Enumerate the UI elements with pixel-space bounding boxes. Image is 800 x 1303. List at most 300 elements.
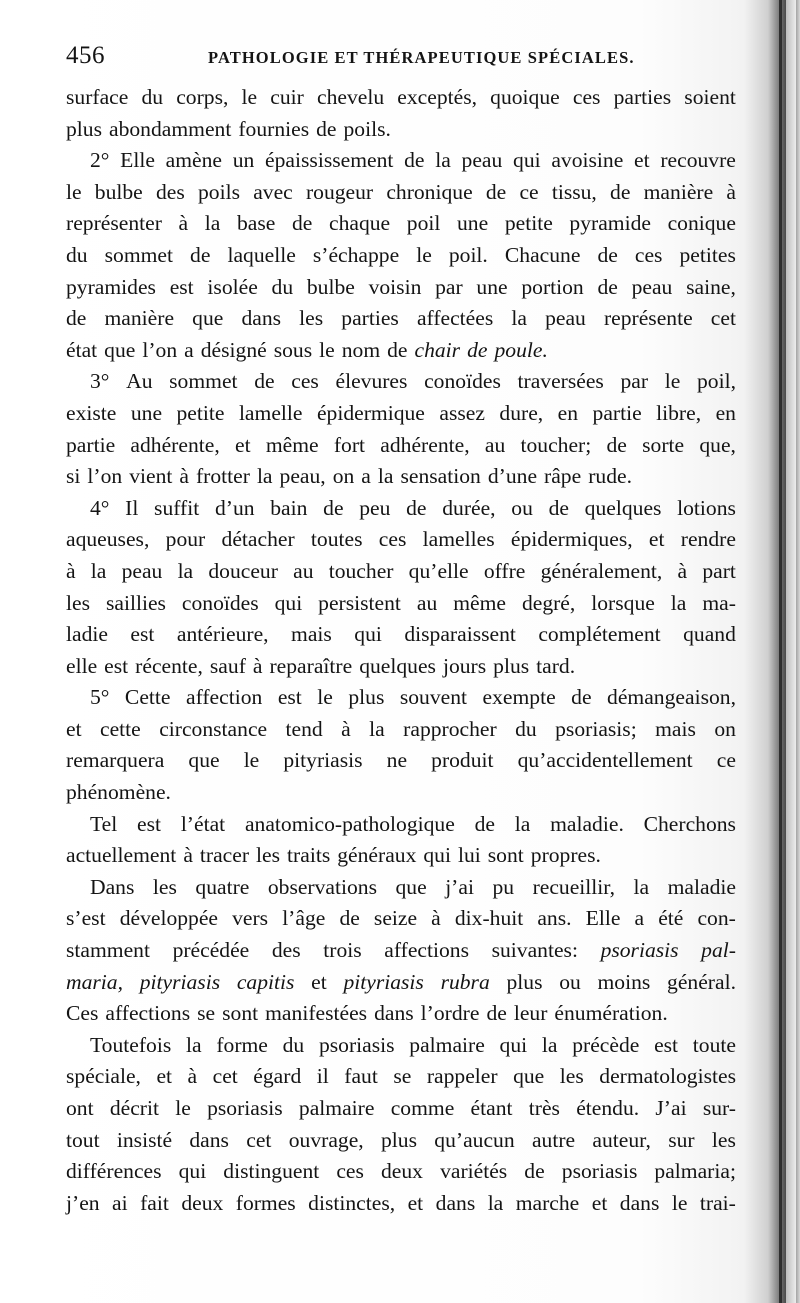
word: et	[66, 716, 82, 741]
word: sous	[273, 337, 313, 362]
italic-word: de	[467, 337, 488, 362]
word: développée	[119, 906, 219, 931]
word: peau	[545, 306, 586, 331]
word: manifestées	[265, 1001, 368, 1026]
text-line	[66, 651, 736, 683]
word: 2°	[90, 148, 110, 173]
word: avec	[253, 179, 293, 204]
word: fait	[140, 1190, 169, 1215]
word: sensation	[400, 464, 481, 489]
word: bulbe	[306, 274, 355, 299]
word: affections	[384, 938, 469, 963]
word: les	[299, 306, 324, 331]
word: a	[634, 906, 645, 931]
word: tracer	[199, 843, 250, 868]
word: maladie	[667, 874, 736, 899]
word: traversées	[517, 369, 604, 394]
word: mais	[291, 622, 332, 647]
word: de	[486, 1001, 507, 1026]
word: de	[387, 337, 408, 362]
word: toucher	[328, 558, 394, 583]
word: qu’aucun	[434, 1127, 515, 1152]
word: comme	[390, 1096, 455, 1120]
word: mais	[655, 716, 696, 741]
text-line	[66, 430, 736, 462]
word: qui	[513, 148, 541, 173]
word: parties	[341, 306, 399, 331]
word: dans	[435, 1190, 476, 1215]
word: petite	[504, 211, 553, 236]
word: la	[435, 148, 451, 173]
word: manière	[643, 179, 714, 204]
word: à	[252, 653, 263, 678]
word: frotter	[195, 464, 250, 489]
word: de	[524, 1159, 545, 1184]
word: portion	[521, 274, 584, 299]
text-line	[66, 967, 736, 999]
word: toute	[692, 1032, 736, 1057]
word: degré,	[521, 590, 576, 615]
text-line	[66, 524, 736, 556]
text-line	[66, 398, 736, 430]
word: et	[591, 1190, 608, 1215]
word: exceptés,	[397, 85, 478, 109]
word: de	[323, 495, 344, 520]
word: précède	[572, 1032, 640, 1057]
word: de	[406, 495, 427, 520]
word: complétement	[538, 622, 661, 647]
word: dans	[619, 1190, 660, 1215]
word: ou	[559, 969, 581, 994]
word: et	[156, 1064, 173, 1089]
word: d’un	[214, 495, 255, 520]
word: la	[90, 558, 107, 583]
word: Cherchons	[643, 811, 736, 836]
word: 4°	[90, 495, 110, 520]
word: qu’elle	[408, 558, 469, 583]
word: ouvrage,	[288, 1127, 364, 1152]
word: ces	[572, 85, 601, 109]
word: de	[316, 116, 337, 141]
word: à	[341, 716, 351, 741]
word: Ces	[66, 1001, 99, 1026]
word: palmaire	[409, 1032, 485, 1057]
word: énumération.	[554, 1001, 668, 1026]
text-line	[66, 461, 736, 493]
word: que	[395, 874, 427, 899]
word: les	[711, 1127, 736, 1152]
word: qui	[423, 843, 451, 868]
word: le	[241, 85, 258, 109]
word: ai	[112, 1190, 128, 1215]
word: conoïdes	[424, 369, 501, 394]
word: traits	[287, 843, 331, 868]
text-line	[66, 872, 736, 904]
word: du	[141, 85, 164, 109]
text-line	[66, 366, 736, 398]
word: souvent	[399, 685, 468, 710]
page-edge-line	[779, 0, 782, 1303]
word: ans.	[537, 906, 572, 931]
word: distinctes,	[308, 1190, 396, 1215]
text-line	[66, 82, 736, 114]
word: parties	[613, 85, 672, 109]
word: amène	[165, 148, 223, 173]
word: bain	[270, 495, 308, 520]
word: l’âge	[282, 906, 326, 931]
word: deux	[381, 1159, 423, 1184]
word: conoïdes	[181, 590, 259, 615]
word: plus	[348, 685, 385, 710]
word: sauf	[209, 653, 246, 678]
word: état	[66, 337, 98, 362]
text-line	[66, 1156, 736, 1188]
text-line	[66, 303, 736, 335]
text-line	[66, 272, 736, 304]
word: plus	[66, 116, 102, 141]
word: ou	[511, 495, 533, 520]
word: offre	[483, 558, 526, 583]
word: poils.	[343, 116, 391, 141]
word: pu	[492, 874, 515, 899]
word: par	[620, 369, 649, 394]
word: se	[197, 1001, 216, 1026]
word: j’ai	[445, 874, 474, 899]
word: même	[265, 432, 319, 457]
word: recueillir,	[532, 874, 616, 899]
word: différences	[66, 1159, 162, 1184]
word: un	[232, 148, 255, 173]
word: plus	[506, 969, 543, 994]
italic-word: pal-	[701, 938, 736, 963]
word: trois	[323, 938, 362, 963]
word: Toutefois	[90, 1032, 172, 1057]
word: affection	[185, 685, 263, 710]
word: petites	[679, 242, 736, 267]
text-line	[66, 208, 736, 240]
word: dure,	[499, 400, 544, 425]
word: est	[277, 685, 302, 710]
word: antérieure,	[176, 622, 269, 647]
word: de	[404, 148, 425, 173]
word: que,	[699, 432, 736, 457]
word: suffit	[154, 495, 200, 520]
word: récente,	[135, 653, 203, 678]
word: de	[66, 306, 87, 331]
italic-word: pityriasis	[139, 969, 221, 994]
word: de	[571, 685, 592, 710]
text-line	[66, 1125, 736, 1157]
word: sont	[222, 1001, 259, 1026]
word: disparaissent	[404, 622, 516, 647]
word: de	[291, 211, 313, 236]
word: Au	[126, 369, 153, 394]
word: palmaire	[298, 1096, 375, 1120]
word: une	[476, 274, 508, 299]
word: du	[271, 274, 294, 299]
word: maladie.	[550, 811, 624, 836]
word: sorte	[642, 432, 685, 457]
word: vient	[129, 464, 173, 489]
word: qu’accidentellement	[517, 748, 693, 773]
word: des	[271, 938, 301, 963]
word: peau,	[279, 464, 326, 489]
word: tissu,	[551, 179, 597, 204]
word: représenter	[66, 211, 162, 236]
word: tend	[285, 716, 323, 741]
word: ces	[291, 369, 319, 394]
word: sur	[668, 1127, 695, 1152]
word: une	[457, 211, 489, 236]
word: vers	[232, 906, 269, 931]
word: saine,	[686, 274, 736, 299]
word: à	[187, 1064, 198, 1089]
word: adhérente,	[130, 432, 220, 457]
word: tard.	[536, 653, 576, 678]
word: dans	[189, 1127, 229, 1152]
word: ne	[386, 748, 408, 773]
word: remarquera	[66, 748, 165, 773]
word: la	[487, 1190, 504, 1215]
word: surface	[66, 85, 129, 109]
word: seize	[373, 906, 418, 931]
word: le	[175, 1096, 191, 1120]
word: ce	[716, 748, 736, 773]
word: la	[177, 558, 194, 583]
word: dermatologistes	[599, 1064, 736, 1089]
word: rude.	[588, 464, 632, 489]
word: qui	[354, 622, 382, 647]
italic-word: psoriasis	[600, 938, 679, 963]
word: lamelles	[422, 527, 495, 552]
word: dans	[374, 1001, 414, 1026]
word: existe	[66, 400, 117, 425]
word: Dans	[90, 874, 135, 899]
word: isolée	[207, 274, 258, 299]
word: j’en	[66, 1190, 100, 1215]
word: sur-	[702, 1096, 736, 1120]
word: saillies	[105, 590, 166, 615]
word: con-	[697, 906, 736, 931]
text-line	[66, 556, 736, 588]
word: et	[634, 148, 650, 173]
word: bulbe	[94, 179, 143, 204]
word: râpe	[544, 464, 582, 489]
word: psoriasis	[318, 1032, 395, 1057]
word: psoriasis	[561, 1159, 638, 1184]
word: pyramide	[569, 211, 651, 236]
word: représente	[603, 306, 693, 331]
word: J’ai	[655, 1096, 687, 1120]
word: sommet	[169, 369, 238, 394]
word: rendre	[680, 527, 736, 552]
word: en	[557, 400, 579, 425]
word: général.	[667, 969, 736, 994]
word: à	[677, 558, 688, 583]
word: quoique	[490, 85, 560, 109]
word: de	[485, 179, 507, 204]
word: poil,	[696, 369, 736, 394]
word: qui	[274, 590, 303, 615]
word: base	[236, 211, 276, 236]
text-line	[66, 177, 736, 209]
word: psoriasis	[207, 1096, 283, 1120]
word: le	[664, 369, 681, 394]
word: leur	[513, 1001, 548, 1026]
word: variétés	[440, 1159, 508, 1184]
word: quatre	[195, 874, 250, 899]
text-line	[66, 840, 736, 872]
word: est	[137, 811, 162, 836]
word: nom	[341, 337, 381, 362]
word: marche	[515, 1190, 580, 1215]
word: rapprocher	[403, 716, 497, 741]
word: pour	[165, 527, 206, 552]
text-line	[66, 745, 736, 777]
word: ces	[634, 242, 663, 267]
word: phénomène.	[66, 780, 171, 805]
word: en	[715, 400, 736, 425]
page-number: 456	[66, 42, 105, 69]
word: a	[184, 337, 194, 362]
word: Chacune	[504, 242, 581, 267]
page-gutter-shadow	[786, 0, 796, 1303]
word: épaississement	[265, 148, 394, 173]
word: au	[484, 432, 506, 457]
word: palmaria;	[654, 1159, 736, 1184]
word: 3°	[90, 369, 110, 394]
word: du	[66, 242, 88, 267]
word: autre	[531, 1127, 576, 1152]
word: forme	[216, 1032, 268, 1057]
italic-word: rubra	[440, 969, 490, 994]
word: peau	[631, 274, 673, 299]
word: les	[559, 1064, 584, 1089]
word: les	[256, 843, 281, 868]
word: la	[256, 464, 273, 489]
word: l’état	[180, 811, 226, 836]
word: de	[339, 906, 360, 931]
word: généraux	[337, 843, 417, 868]
word: dix-huit	[454, 906, 524, 931]
word: formes	[235, 1190, 296, 1215]
word: à	[179, 464, 189, 489]
word: étendu.	[576, 1096, 640, 1120]
word: épidermiques,	[510, 527, 633, 552]
word: soient	[684, 85, 736, 109]
word: été	[658, 906, 684, 931]
italic-word: poule.	[494, 337, 548, 362]
word: lamelle	[238, 400, 303, 425]
running-title: PATHOLOGIE ET THÉRAPEUTIQUE SPÉCIALES.	[208, 48, 635, 67]
word: très	[528, 1096, 560, 1120]
word: par	[435, 274, 463, 299]
word: décrit	[109, 1096, 159, 1120]
word: la	[514, 811, 531, 836]
word: spéciale,	[66, 1064, 141, 1089]
word: à	[178, 211, 189, 236]
word: la	[369, 716, 385, 741]
word: peau	[121, 558, 163, 583]
text-line	[66, 240, 736, 272]
word: tout	[66, 1127, 100, 1152]
word: auteur,	[592, 1127, 651, 1152]
word: Il	[125, 495, 139, 520]
body-text	[66, 82, 736, 1219]
word: voisin	[368, 274, 422, 299]
word: désigné	[200, 337, 267, 362]
word: psoriasis;	[555, 716, 637, 741]
text-line	[66, 777, 736, 809]
text-line	[66, 114, 736, 146]
word: que	[513, 1064, 545, 1089]
word: poil.	[448, 242, 488, 267]
word: du	[515, 716, 537, 741]
word: rappeler	[426, 1064, 498, 1089]
word: lotions	[677, 495, 736, 520]
word: l’on	[87, 464, 123, 489]
word: fournies	[238, 116, 310, 141]
word: quand	[683, 622, 736, 647]
word: jours	[442, 653, 487, 678]
word: épidermique	[316, 400, 425, 425]
word: s’est	[66, 906, 106, 931]
word: circonstance	[159, 716, 268, 741]
word: abondamment	[109, 116, 232, 141]
word: suivantes:	[491, 938, 578, 963]
word: insisté	[116, 1127, 173, 1152]
word: des	[155, 179, 185, 204]
word: poil	[406, 211, 441, 236]
word: actuellement	[66, 843, 177, 868]
word: démangeaison,	[607, 685, 736, 710]
word: manière	[104, 306, 175, 331]
word: et	[648, 527, 665, 552]
word: de	[254, 369, 275, 394]
page-header	[66, 42, 746, 76]
word: la	[670, 590, 687, 615]
word: qui	[178, 1159, 207, 1184]
word: poils	[197, 179, 240, 204]
italic-word: capitis	[236, 969, 295, 994]
word: Cette	[124, 685, 171, 710]
word: détacher	[221, 527, 295, 552]
word: on	[714, 716, 736, 741]
word: Elle	[585, 906, 621, 931]
word: lui	[457, 843, 481, 868]
word: le	[416, 242, 432, 267]
word: quelques	[584, 495, 662, 520]
word: plus	[493, 653, 530, 678]
word: est	[169, 274, 194, 299]
text-line	[66, 998, 736, 1030]
word: de	[548, 495, 569, 520]
word: ont	[66, 1096, 94, 1120]
word: d’une	[487, 464, 538, 489]
word: rougeur	[305, 179, 374, 204]
word: ma-	[702, 590, 736, 615]
word: observations	[267, 874, 377, 899]
word: même	[453, 590, 506, 615]
word: du	[282, 1032, 305, 1057]
text-line	[66, 335, 736, 367]
word: peau	[461, 148, 503, 173]
word: peu	[359, 495, 391, 520]
word: cette	[100, 716, 141, 741]
word: pyramides	[66, 274, 156, 299]
word: à	[726, 179, 736, 204]
word: partie	[66, 432, 116, 457]
